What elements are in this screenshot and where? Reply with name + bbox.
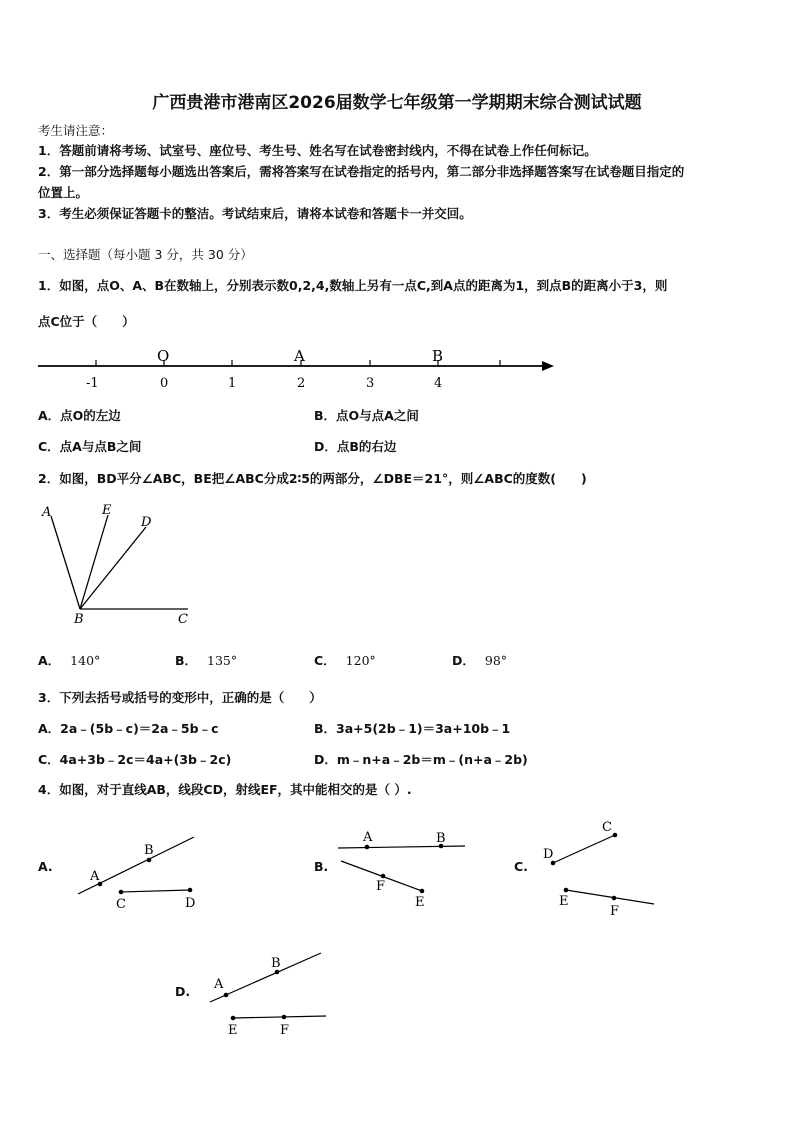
q4-option-d-letter: D. (175, 984, 191, 999)
label-E: E (228, 1023, 238, 1038)
q4-figure-d (200, 945, 335, 1040)
q4-figure-b (335, 825, 470, 910)
vertex-label-D: D (141, 515, 152, 530)
label-B: B (144, 843, 154, 858)
tick-label: 4 (434, 376, 443, 391)
tick-label: 3 (366, 376, 375, 391)
angle-rays (51, 515, 188, 609)
notice-item-1: 1．答题前请将考场、试室号、座位号、考生号、姓名写在试卷密封线内，不得在试卷上作任何标记。 (38, 143, 597, 158)
q1-option-d: D．点B的右边 (314, 439, 397, 454)
tick-label: 1 (228, 376, 237, 391)
segment-CD (553, 835, 615, 863)
notice-item-2: 2．第一部分选择题每小题选出答案后，需将答案写在试卷指定的括号内，第二部分非选择题答案写在试卷题目指定的 (38, 164, 685, 179)
page-title: 广西贵港市港南区2026届数学七年级第一学期期末综合测试试题 (152, 93, 642, 113)
label-D: D (185, 896, 196, 911)
label-E: E (559, 894, 569, 909)
ray-EF (233, 1016, 326, 1018)
q2-option-d: D． 98° (452, 653, 508, 668)
q1-option-a: A．点O的左边 (38, 408, 121, 423)
label-A: A (90, 869, 100, 884)
section-heading: 一、选择题（每小题 3 分，共 30 分） (38, 247, 253, 262)
notice-heading: 考生请注意： (38, 123, 114, 138)
ray-EF (566, 890, 654, 904)
notice-item-3: 3．考生必须保证答题卡的整洁。考试结束后，请将本试卷和答题卡一并交回。 (38, 206, 472, 221)
label-F: F (280, 1023, 290, 1038)
q2-stem: 2．如图，BD平分∠ABC，BE把∠ABC分成2∶5的两部分，∠DBE＝21°，则∠ABC的度数( ) (38, 471, 587, 486)
label-B: B (436, 831, 446, 846)
q4-option-b-letter: B. (314, 859, 329, 874)
angle-figure (38, 500, 198, 630)
vertex-label-A: A (42, 505, 52, 520)
vertex-label-C: C (178, 612, 188, 627)
tick-label: 2 (297, 376, 306, 391)
q4-stem: 4．如图，对于直线AB，线段CD，射线EF，其中能相交的是（ ）. (38, 782, 412, 797)
q3-option-d: D．m﹣n+a﹣2b＝m﹣(n+a﹣2b) (314, 752, 528, 767)
q1-option-b: B．点O与点A之间 (314, 408, 419, 423)
label-C: C (116, 897, 126, 912)
q4-option-a-letter: A. (38, 859, 53, 874)
label-F: F (376, 879, 386, 894)
label-D: D (543, 847, 554, 862)
line-AB (338, 846, 465, 848)
q3-option-a: A．2a﹣(5b﹣c)＝2a﹣5b﹣c (38, 721, 219, 736)
label-F: F (610, 904, 620, 919)
label-A: A (363, 830, 373, 845)
q1-stem-line2: 点C位于（ ） (38, 314, 135, 329)
line-AB (78, 837, 194, 894)
point-label-B: B (432, 347, 444, 365)
q2-option-c: C． 120° (314, 653, 376, 668)
tick-label: -1 (86, 376, 99, 391)
arrow-head-icon (542, 361, 554, 371)
vertex-label-B: B (74, 612, 84, 627)
label-C: C (602, 820, 612, 835)
point-label-A: A (294, 347, 305, 365)
q3-option-b: B．3a+5(2b﹣1)＝3a+10b﹣1 (314, 721, 511, 736)
q4-figure-c (538, 815, 663, 925)
label-E: E (415, 895, 425, 910)
vertex-label-E: E (102, 503, 112, 518)
q1-stem-line1: 1．如图，点O、A、B在数轴上，分别表示数0,2,4,数轴上另有一点C,到A点的距离为1，到点B的距离小于3，则 (38, 278, 668, 293)
q2-option-b: B． 135° (175, 653, 238, 668)
q2-option-a: A． 140° (38, 653, 101, 668)
q3-stem: 3．下列去括号或括号的变形中，正确的是（ ） (38, 690, 322, 705)
segment-CD (121, 890, 190, 892)
q1-option-c: C．点A与点B之间 (38, 439, 142, 454)
q4-option-c-letter: C. (514, 859, 528, 874)
label-B: B (271, 956, 281, 971)
notice-item-2-cont: 位置上。 (38, 185, 89, 200)
label-A: A (214, 977, 224, 992)
point-label-O: O (157, 347, 170, 365)
q4-figure-a (70, 830, 205, 915)
tick-label: 0 (160, 376, 169, 391)
q3-option-c: C．4a+3b﹣2c＝4a+(3b﹣2c) (38, 752, 232, 767)
number-line-figure (30, 344, 560, 392)
